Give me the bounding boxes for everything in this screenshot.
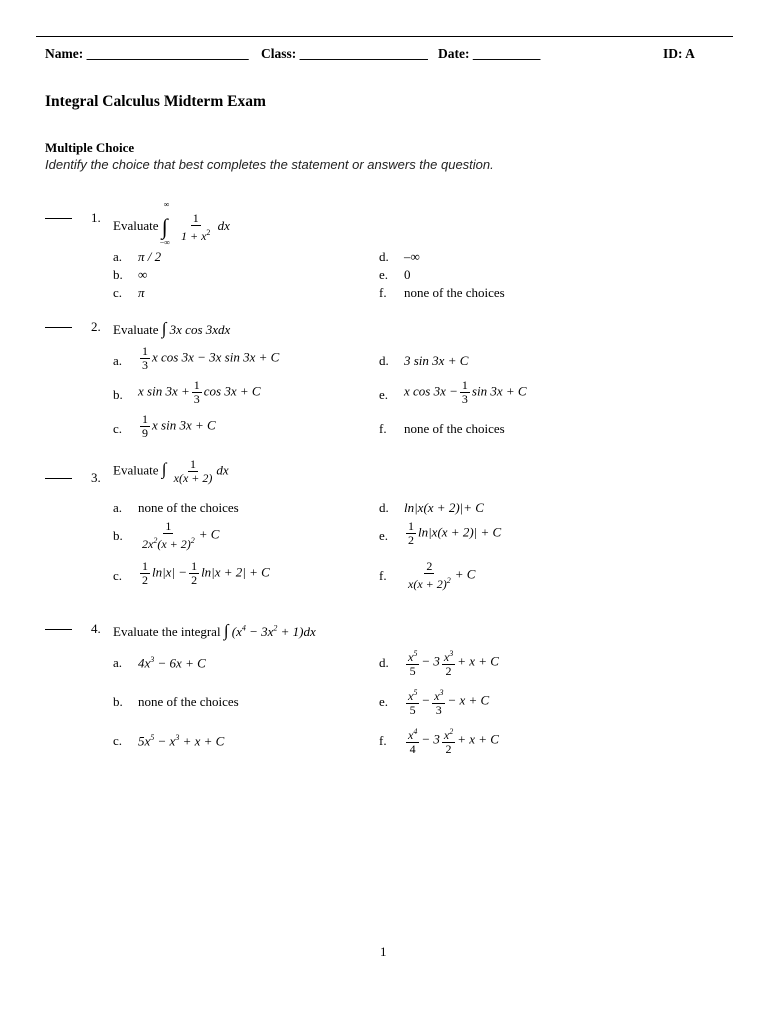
section-instructions: Identify the choice that best completes the statement or answers the question. bbox=[45, 157, 494, 172]
question-stem: Evaluate ∫ ∞ −∞ $\frac{1}{1 + x^2}$ dx bbox=[113, 200, 230, 247]
question-stem: Evaluate ∫ $\frac{1}{x(x + 2)}$ dx bbox=[113, 457, 229, 485]
page-number: 1 bbox=[380, 944, 387, 959]
class-field[interactable]: Class: ___________________ bbox=[261, 46, 428, 61]
question-3: 3. Evaluate ∫ $\frac{1}{x(x + 2)}$ dx a. none of the choices b. $\frac{1}{2x^2(x + 2)^2}$ + C c. $\frac{1}{2}$ ln|x| − $\frac{1}{2}$ ln|x + 2| + C d. ln|x(x + 2)|+ C e. $\frac{1}{2}$ ln|x(x + 2)| + C f. $\frac{2}{x(x + 2)^2}$ + C bbox=[45, 466, 745, 596]
question-stem: Evaluate the integral ∫ $(x^4 - 3x^2 + 1)dx$ bbox=[113, 621, 316, 640]
section-heading: Multiple Choice bbox=[45, 140, 135, 155]
answer-blank[interactable] bbox=[45, 218, 72, 219]
answer-blank[interactable] bbox=[45, 327, 72, 328]
date-field[interactable]: Date: __________ bbox=[438, 46, 541, 61]
exam-id: ID: A bbox=[663, 46, 695, 61]
question-number: 4. bbox=[91, 621, 101, 636]
question-1: 1. Evaluate ∫ ∞ −∞ $\frac{1}{1 + x^2}$ dx a. π / 2 b. ∞ c. π d. –∞ e. 0 f. none of the choices bbox=[45, 206, 745, 306]
question-4: 4. Evaluate the integral ∫ $(x^4 - 3x^2 + 1)dx$ a. $4x^3 - 6x + C$ b. none of the choices c. $5x^5 - x^3 + x + C$ d. $\frac{x^5}{5}$ − 3 $\frac{x^3}{2}$ + x + C e. $\frac{x^5}{5}$ − $\frac{x^3}{3}$ − x + C f. $\frac{x^4}{4}$ − 3 $\frac{x^2}{2}$ + x + C bbox=[45, 617, 745, 767]
name-field[interactable]: Name: ________________________ bbox=[45, 46, 249, 61]
question-2: 2. Evaluate ∫ 3x cos 3xdx a. $\frac{1}{3}$ x cos 3x − 3x sin 3x + C b. x sin 3x + $\frac{1}{3}$ cos 3x + C c. $\frac{1}{9}$ x sin 3x + C d. 3 sin 3x + C e. x cos 3x − $\frac{1}{3}$ sin 3x + C f. none of the choices bbox=[45, 315, 745, 445]
question-number: 2. bbox=[91, 319, 101, 334]
question-number: 1. bbox=[91, 210, 101, 225]
header-rule bbox=[36, 36, 733, 37]
answer-blank[interactable] bbox=[45, 478, 72, 479]
answer-blank[interactable] bbox=[45, 629, 72, 630]
question-number: 3. bbox=[91, 470, 101, 485]
question-stem: Evaluate ∫ 3x cos 3xdx bbox=[113, 319, 231, 338]
page-title: Integral Calculus Midterm Exam bbox=[45, 93, 266, 110]
header-bar bbox=[45, 46, 705, 66]
